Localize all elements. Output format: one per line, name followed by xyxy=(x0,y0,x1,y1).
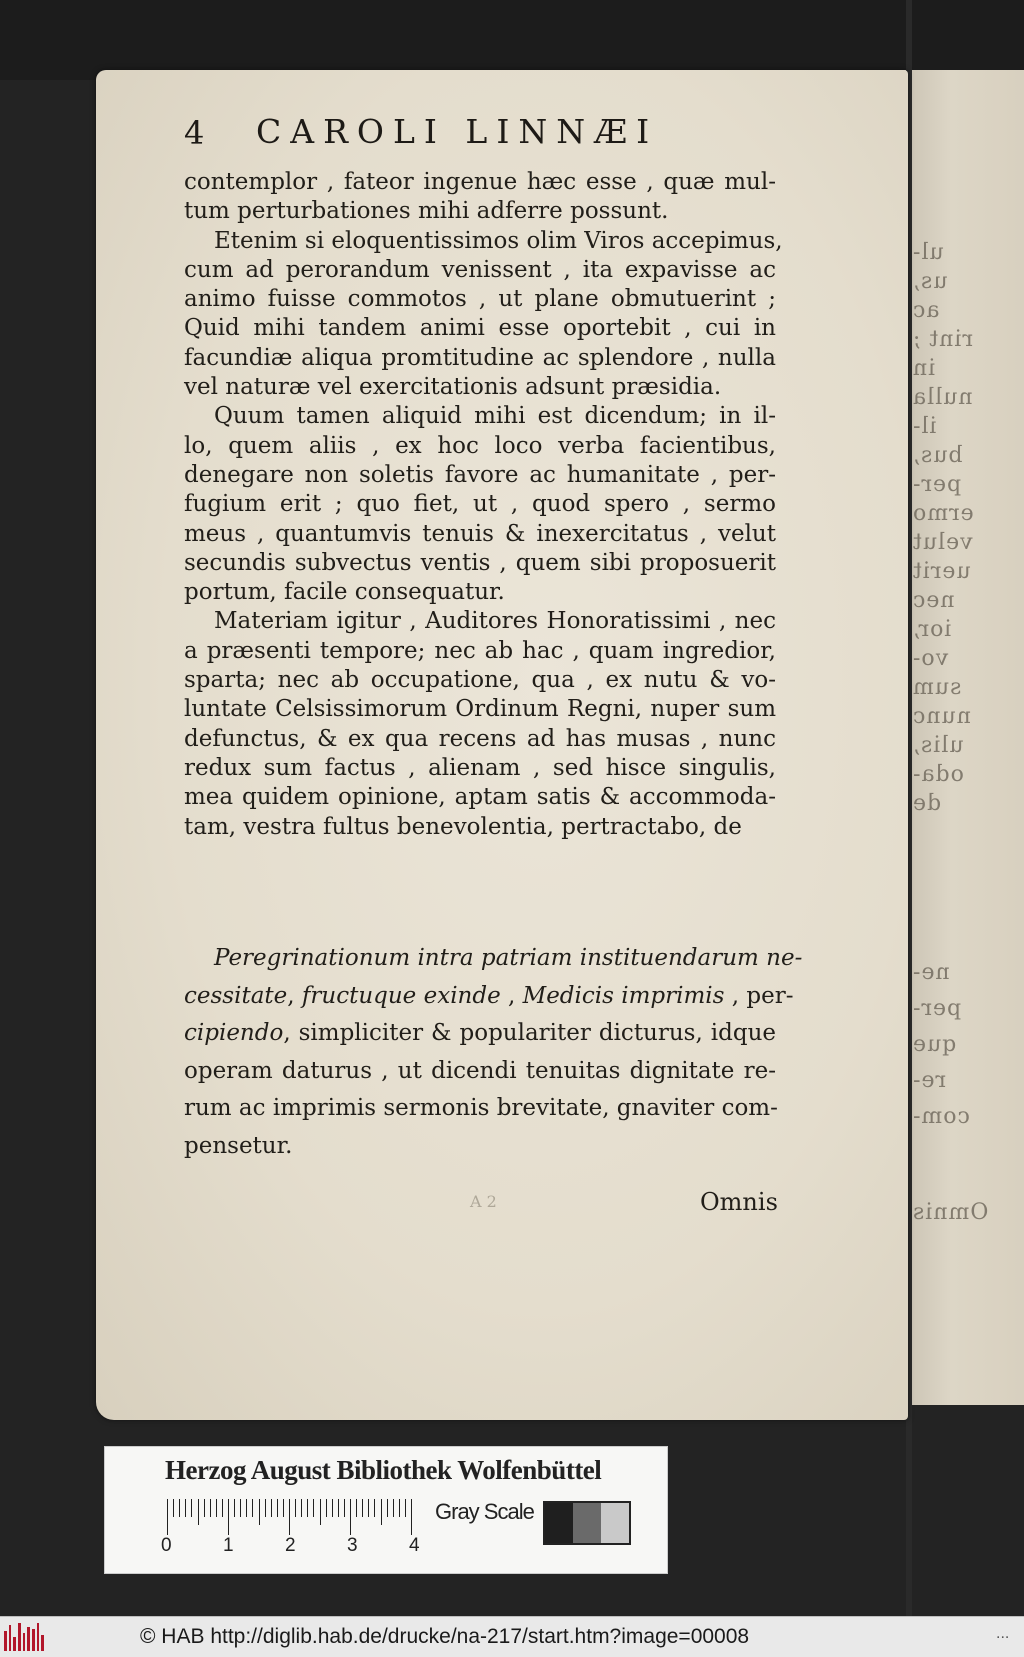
text-line: rum ac imprimis sermonis brevitate, gnaviter com- xyxy=(184,1095,778,1121)
separator: , xyxy=(287,982,302,1009)
ruler-tick xyxy=(374,1499,375,1517)
ruler-tick xyxy=(301,1499,302,1517)
text-line: contemplor , fateor ingenue hæc esse , quæ mul- xyxy=(184,169,776,195)
logo-bar xyxy=(37,1623,40,1651)
ruler-number: 0 xyxy=(161,1535,172,1556)
ruler-tick xyxy=(191,1499,192,1517)
line-rest: , simpliciter & populariter dicturus, idque xyxy=(283,1020,776,1046)
logo-bar xyxy=(4,1631,7,1651)
ghost-text-line: us, xyxy=(912,269,948,294)
ruler-tick xyxy=(387,1499,388,1517)
ghost-text-line: ac xyxy=(912,298,940,323)
text-line: defunctus, & ex qua recens ad has musas , nunc xyxy=(184,725,776,752)
library-name: Herzog August Bibliothek Wolfenbüttel xyxy=(165,1455,602,1485)
text-line: luntate Celsissimorum Ordinum Regni, nuper sum xyxy=(184,696,776,723)
ghost-text-line: rint ; xyxy=(912,327,973,352)
ghost-text-line: ermo xyxy=(912,501,974,526)
ruler-tick xyxy=(216,1499,217,1517)
topic-statement xyxy=(184,940,803,1165)
ruler-tick xyxy=(173,1499,174,1517)
text-line xyxy=(184,940,803,978)
copyright-link[interactable]: © HAB http://diglib.hab.de/drucke/na-217/start.htm?image=00008 xyxy=(140,1625,750,1648)
gray-patch-dark xyxy=(545,1503,573,1543)
ellipsis-icon[interactable]: ... xyxy=(996,1625,1010,1642)
ruler-tick xyxy=(344,1499,345,1517)
hab-logo-icon[interactable] xyxy=(4,1623,44,1651)
text-line: tam, vestra fultus benevolentia, pertractabo, de xyxy=(184,813,742,840)
text-line: a præsenti tempore; nec ab hac , quam ingredior, xyxy=(184,637,776,664)
ruler-tick xyxy=(265,1499,266,1517)
footer-bar xyxy=(0,1616,1024,1657)
separator: , xyxy=(500,982,523,1009)
ruler-tick xyxy=(210,1499,211,1517)
text-line: secundis subvectus ventis , quem sibi proposuerit xyxy=(184,549,776,576)
italic-phrase: cipiendo xyxy=(184,1020,284,1046)
ruler-tick xyxy=(307,1499,308,1517)
logo-bar xyxy=(13,1637,16,1651)
facing-page-ghost-text xyxy=(902,70,1024,1405)
ruler-tick xyxy=(320,1499,321,1525)
ruler-tick xyxy=(326,1499,327,1517)
text-line: mea quidem opinione, aptam satis & accommoda- xyxy=(184,784,776,811)
text-line: portum, facile consequatur. xyxy=(184,579,505,606)
text-line xyxy=(184,978,794,1016)
page-number: 4 xyxy=(184,114,205,152)
ruler-number: 2 xyxy=(285,1535,296,1556)
text-line: Quid mihi tandem animi esse oportebit , cui in xyxy=(184,315,776,342)
text-line: animo fuisse commotos , ut plane obmutuerint ; xyxy=(184,286,776,313)
logo-bar xyxy=(18,1623,21,1651)
gray-patch-light xyxy=(601,1503,629,1543)
ruler-tick xyxy=(185,1499,186,1517)
ruler-tick xyxy=(240,1499,241,1517)
ruler-tick xyxy=(289,1499,290,1535)
text-line: Quum tamen aliquid mihi est dicendum; in il- xyxy=(214,403,776,430)
text-line: operam daturus , ut dicendi tenuitas dignitate re- xyxy=(184,1057,776,1084)
ghost-text-line: nunc xyxy=(912,704,971,729)
text-line: sparta; nec ab occupatione, qua , ex nutu & vo- xyxy=(184,667,776,694)
text-line: tum perturbationes mihi adferre possunt. xyxy=(184,198,669,225)
ghost-text-line: de xyxy=(912,791,942,816)
facing-page-edge xyxy=(902,70,1024,1405)
ruler-tick xyxy=(246,1499,247,1517)
ghost-text-line: per- xyxy=(912,472,962,497)
ghost-text-line: il- xyxy=(912,414,937,439)
ruler-tick xyxy=(399,1499,400,1517)
logo-bar xyxy=(32,1629,35,1651)
italic-phrase: Medicis imprimis xyxy=(522,982,725,1009)
ghost-text-line: per- xyxy=(912,996,962,1021)
ghost-text-line: re- xyxy=(912,1068,946,1093)
color-reference-card xyxy=(104,1446,668,1574)
grayscale-label: Gray Scale xyxy=(435,1499,534,1524)
catchword: Omnis xyxy=(700,1188,778,1216)
text-line: vel naturæ vel exercitationis adsunt præsidia. xyxy=(184,374,722,401)
ghost-text-line: com- xyxy=(912,1104,970,1129)
ghost-text-line: ul- xyxy=(912,240,944,265)
ghost-text-line: bus, xyxy=(912,443,963,468)
ghost-text-line: Omnis xyxy=(912,1200,989,1225)
text-line: Materiam igitur , Auditores Honoratissimi , nec xyxy=(214,608,776,635)
text-line xyxy=(184,1015,776,1053)
ruler-tick xyxy=(405,1499,406,1517)
ruler-tick xyxy=(228,1499,229,1535)
body-text xyxy=(184,168,783,842)
ruler-tick xyxy=(332,1499,333,1517)
ghost-text-line: in xyxy=(912,356,936,381)
text-line: pensetur. xyxy=(184,1132,293,1159)
ruler-tick xyxy=(393,1499,394,1517)
ruler-tick xyxy=(167,1499,168,1535)
logo-bar xyxy=(23,1633,26,1651)
ghost-text-line: velut xyxy=(912,530,973,555)
ghost-text-line: que xyxy=(912,1032,957,1057)
text-line: fugium erit ; quo fiet, ut , quod spero , sermo xyxy=(184,491,776,518)
ruler-number: 3 xyxy=(347,1535,358,1556)
line-tail: , per- xyxy=(724,982,794,1009)
scan-background xyxy=(0,0,1024,80)
ruler-tick xyxy=(362,1499,363,1517)
ruler-number: 1 xyxy=(223,1535,234,1556)
grayscale-swatch xyxy=(543,1501,631,1545)
measurement-ruler xyxy=(167,1499,413,1535)
ruler-tick xyxy=(295,1499,296,1517)
text-line: redux sum factus , alienam , sed hisce singulis, xyxy=(184,754,776,781)
ruler-tick xyxy=(350,1499,351,1535)
logo-bar xyxy=(27,1627,30,1651)
ruler-tick xyxy=(252,1499,253,1517)
ghost-text-line: sum xyxy=(912,675,962,700)
ruler-number: 4 xyxy=(409,1535,420,1556)
running-header xyxy=(184,112,704,156)
logo-bar xyxy=(41,1635,44,1651)
ghost-text-line: vo- xyxy=(912,646,949,671)
ruler-tick xyxy=(259,1499,260,1525)
text-line: lo, quem aliis , ex hoc loco verba facientibus, xyxy=(184,432,776,459)
ruler-tick xyxy=(381,1499,382,1525)
ruler-tick xyxy=(204,1499,205,1517)
ghost-text-line: ne- xyxy=(912,960,950,985)
ghost-text-line: nulla xyxy=(912,385,973,410)
ghost-text-line: nec xyxy=(912,588,955,613)
text-line: facundiæ aliqua promtitudine ac splendore , nulla xyxy=(184,344,776,371)
ruler-tick xyxy=(283,1499,284,1517)
italic-phrase: Peregrinationum intra patriam instituendarum ne- xyxy=(214,945,803,971)
ruler-tick xyxy=(198,1499,199,1525)
running-title: CAROLI LINNÆI xyxy=(256,112,659,151)
logo-bar xyxy=(9,1625,12,1651)
text-line: meus , quantumvis tenuis & inexercitatus , velut xyxy=(184,520,776,547)
ruler-tick xyxy=(234,1499,235,1517)
text-line: cum ad perorandum venissent , ita expavisse ac xyxy=(184,256,776,283)
ghost-text-line: oda- xyxy=(912,762,964,787)
italic-phrase: cessitate xyxy=(184,982,288,1009)
ruler-tick xyxy=(356,1499,357,1517)
ruler-tick xyxy=(179,1499,180,1517)
ruler-tick xyxy=(411,1499,412,1535)
text-line: denegare non soletis favore ac humanitate , per- xyxy=(184,461,776,488)
ghost-text-line: ulis, xyxy=(912,733,964,758)
gray-patch-mid xyxy=(573,1503,601,1543)
ghost-text-line: uerit xyxy=(912,559,971,584)
ruler-tick xyxy=(368,1499,369,1517)
ruler-tick xyxy=(313,1499,314,1517)
ruler-tick xyxy=(271,1499,272,1517)
ruler-tick xyxy=(338,1499,339,1517)
text-line: Etenim si eloquentissimos olim Viros accepimus, xyxy=(214,227,783,254)
ghost-text-line: ior, xyxy=(912,617,952,642)
ruler-tick xyxy=(222,1499,223,1517)
ruler-tick xyxy=(277,1499,278,1517)
signature-mark: A 2 xyxy=(470,1192,497,1211)
italic-phrase: fructuque exinde xyxy=(301,982,501,1009)
